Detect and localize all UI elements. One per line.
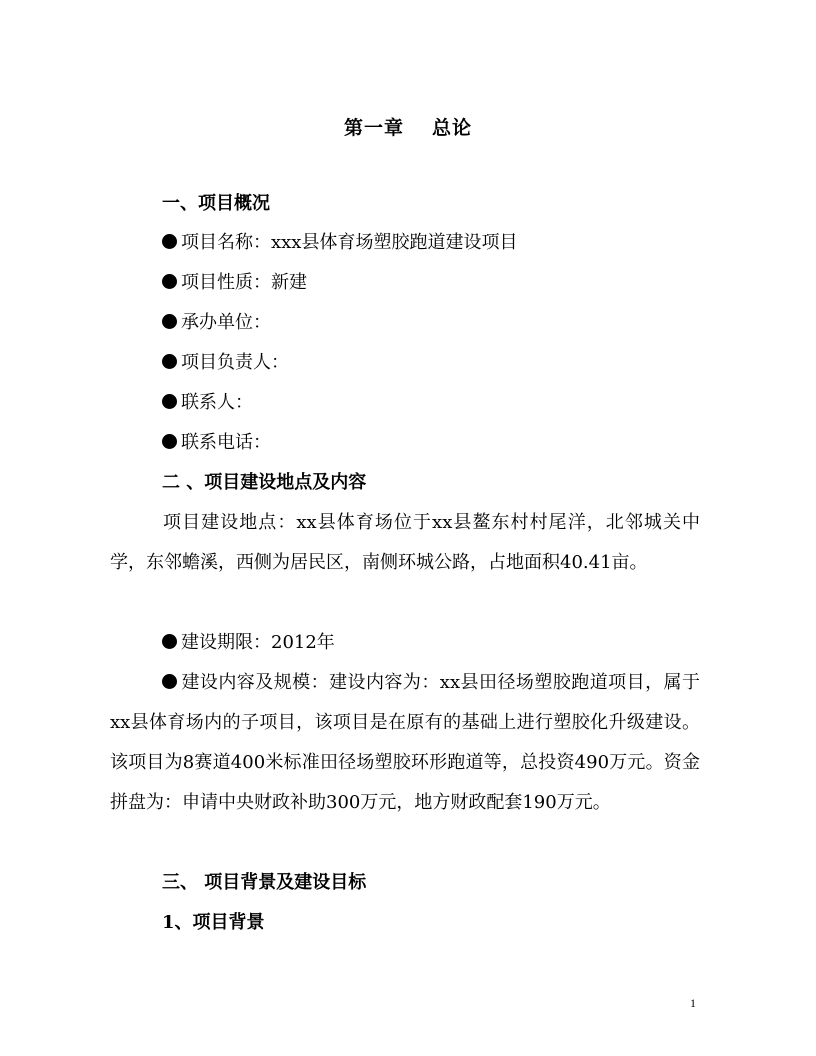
- content-paragraph: [110, 663, 700, 823]
- bullet-icon: [162, 274, 177, 289]
- list-item: [162, 311, 271, 335]
- chapter-label: 第一章: [343, 117, 404, 139]
- content-text: 建设内容及规模：建设内容为：xx县田径场塑胶跑道项目，属于xx县体育场内的子项目，该项目是在原有的基础上进行塑胶化升级建设。该项目为8赛道400米标准田径场塑胶环形跑道等，总投资490万元。资金拼盘为：申请中央财政补助300万元，地方财政配套190万元。: [110, 672, 700, 813]
- contact-phone: 联系电话：: [181, 432, 271, 453]
- chapter-title: [0, 113, 816, 140]
- bullet-icon: [162, 354, 177, 369]
- bullet-icon: [162, 314, 177, 329]
- subsection-heading-background: 1、项目背景: [162, 912, 265, 933]
- list-item: [162, 271, 307, 295]
- location-text: 项目建设地点：xx县体育场位于xx县鳌东村村尾洋，北邻城关中学，东邻蟾溪，西侧为居民区，南侧环城公路，占地面积40.41亩。: [110, 512, 700, 573]
- construction-period: 建设期限：2012年: [181, 632, 335, 653]
- project-name: 项目名称：xxx县体育场塑胶跑道建设项目: [181, 232, 518, 253]
- bullet-icon: [162, 234, 177, 249]
- list-item: [162, 231, 517, 255]
- page-number: 1: [690, 996, 696, 1010]
- section-heading-background: 三、 项目背景及建设目标: [162, 872, 367, 893]
- section-heading-location: 二 、项目建设地点及内容: [162, 472, 367, 493]
- bullet-icon: [162, 434, 177, 449]
- list-item: [162, 391, 253, 415]
- list-item: [162, 431, 271, 455]
- section-heading-overview: 一、项目概况: [162, 193, 270, 214]
- list-item: [162, 631, 335, 655]
- undertaking-unit: 承办单位：: [181, 312, 271, 333]
- bullet-icon: [162, 674, 177, 689]
- list-item: [162, 351, 289, 375]
- bullet-icon: [162, 394, 177, 409]
- project-nature: 项目性质：新建: [181, 272, 307, 293]
- location-paragraph: [110, 503, 700, 583]
- bullet-icon: [162, 634, 177, 649]
- project-leader: 项目负责人：: [181, 352, 289, 373]
- chapter-name: 总论: [432, 117, 473, 139]
- contact-person: 联系人：: [181, 392, 253, 413]
